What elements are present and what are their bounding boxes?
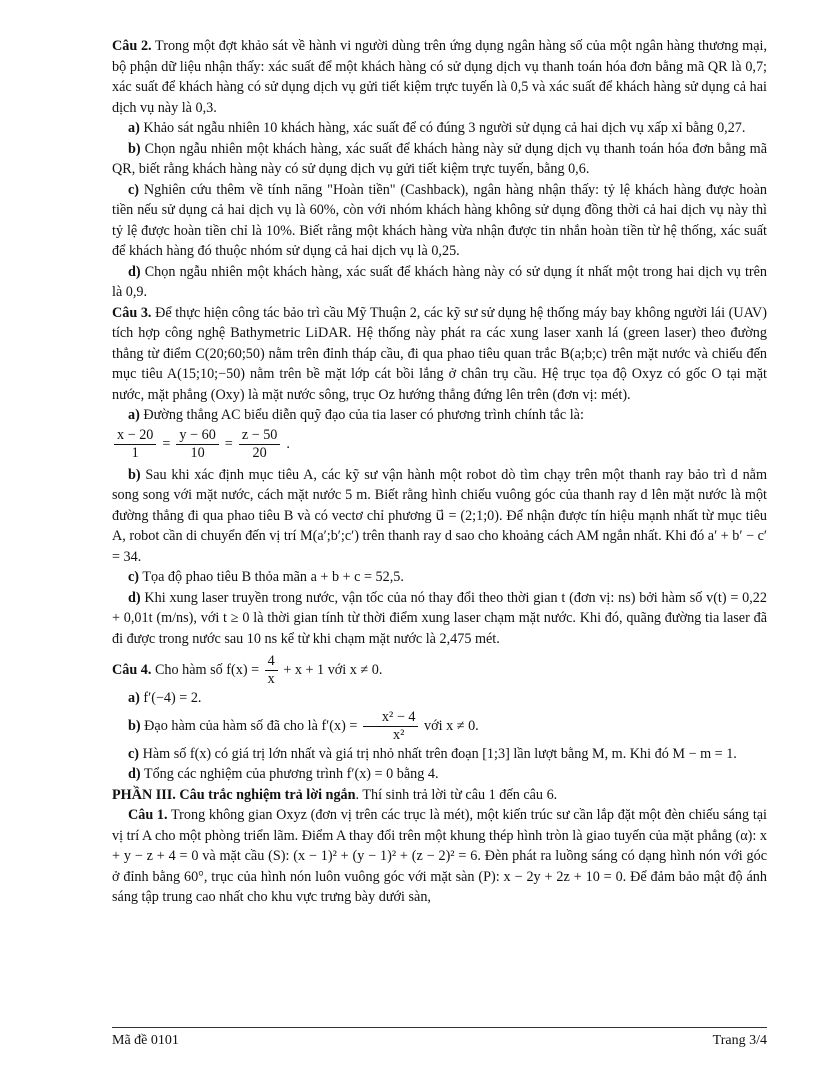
q3-label: Câu 3. [112,304,152,321]
q3-a: a) Đường thẳng AC biểu diễn quỹ đạo của tia laser có phương trình chính tắc là: [128,407,584,423]
q4-label: Câu 4. [112,661,152,678]
q4-b: b) Đạo hàm của hàm số đã cho là f′(x) = $\frac{\text{x² − 4}}{\text{x²}}$ với x ≠ 0. [128,708,479,743]
fraction-4-over-x: $\frac{4}{x}$ [265,653,278,688]
fraction-y: $\frac{y - 60}{10}$ [176,427,218,462]
part3-heading: PHẦN III. Câu trắc nghiệm trả lời ngắn. Thí sinh trả lời từ câu 1 đến câu 6. [112,786,558,803]
q4-d: d) Tổng các nghiệm của phương trình f′(x) = 0 bằng 4. [128,766,439,782]
q2-b: b) Chọn ngẫu nhiên một khách hàng, xác suất để khách hàng này sử dụng dịch vụ thanh toán hóa đơn bằng mã QR, biết rằng khách hàng này có sử dụng dịch vụ gửi tiết kiệm trực tuyến, bằng 0,6. [112,140,767,177]
q3-b: b) Sau khi xác định mục tiêu A, các kỹ sư vận hành một robot dò tìm chạy trên một thanh ray bảo trì d nằm song song với mặt nước, cách mặt nước 5 m. Biết rằng hình chiếu vuông góc của thanh ray d lên mặt nước là một đường thẳng đi qua phao tiêu B và có vectơ chỉ phương u⃗ = (2;1;0). Để nhận được tín hiệu mạnh nhất từ mục tiêu A, robot cần di chuyển đến vị trí M(a′;b′;c′) trên thanh ray d sao cho khoảng cách AM ngắn nhất. Khi đó a′ + b′ − c′ = 34. [112,466,767,565]
fraction-x: $\frac{x - 20}{1}$ [114,427,156,462]
q2-a: a) Khảo sát ngẫu nhiên 10 khách hàng, xác suất để có đúng 3 người sử dụng cả hai dịch vụ xấp xỉ bằng 0,27. [128,120,746,136]
q3-d: d) Khi xung laser truyền trong nước, vận tốc của nó thay đổi theo thời gian t (đơn vị: ns) bởi hàm số v(t) = 0,22 + 0,01t (m/ns), với t ≥ 0 là thời gian tính từ thời điểm xung laser chạm mặt nước. Khi đó, quãng đường tia laser đã đi được trong nước sau 10 ns kể từ khi chạm mặt nước là 2,475 mét. [112,589,767,647]
q2-c: c) Nghiên cứu thêm về tính năng "Hoàn tiền" (Cashback), ngân hàng nhận thấy: tỷ lệ khách hàng được hoàn tiền nếu sử dụng cả hai dịch vụ là 60%, còn với nhóm khách hàng không sử dụng đồng thời cả hai dịch vụ này thì tỷ lệ được hoàn tiền chỉ là 10%. Biết rằng một khách hàng vừa nhận được tin nhắn hoàn tiền từ hệ thống, xác suất để khách hàng đó thuộc nhóm sử dụng cả hai dịch vụ là 0,25. [112,181,767,259]
q2-label: Câu 2. [112,38,152,54]
footer-divider [112,1027,767,1028]
q4-c: c) Hàm số f(x) có giá trị lớn nhất và giá trị nhỏ nhất trên đoạn [1;3] lần lượt bằng M, m. Khi đó M − m = 1. [128,745,737,762]
fraction-z: $\frac{z - 50}{20}$ [239,427,281,462]
fraction-derivative: $\frac{\text{x² − 4}}{\text{x²}}$ [363,709,419,744]
q4-intro: Câu 4. Cho hàm số f(x) = $\frac{4}{x}$ + x + 1 với x ≠ 0. [112,653,383,687]
p3-q1: Câu 1. Trong không gian Oxyz (đơn vị trên các trục là mét), một kiến trúc sư cần lắp đặt một đèn chiếu sáng tại vị trí A cho một phòng triển lãm. Điểm A thay đổi trên một khung thép hình tròn là giao tuyến của mặt phẳng (α): x + y − z + 4 = 0 và mặt cầu (S): (x − 1)² + (y − 1)² + (z − 2)² = 6. Đèn phát ra luồng sáng có dạng hình nón với góc ở đỉnh bằng 60°, trục của hình nón luôn vuông góc với mặt sàn (P): x − 2y + 2z + 10 = 0. Để đảm bảo mật độ ánh sáng tập trung cao nhất cho khu vực trưng bày dưới sàn, [112,807,767,905]
q2-intro: Câu 2. Trong một đợt khảo sát về hành vi người dùng trên ứng dụng ngân hàng số của một ngân hàng thương mại, bộ phận dữ liệu nhận thấy: xác suất để một khách hàng có sử dụng dịch vụ thanh toán hóa đơn bằng mã QR là 0,7; xác suất để khách hàng có sử dụng dịch vụ gửi tiết kiệm trực tuyến là 0,5 và xác suất để khách hàng sử dụng cả hai dịch vụ này là 0,3. [112,38,767,116]
q3-intro: Câu 3. Để thực hiện công tác bảo trì cầu Mỹ Thuận 2, các kỹ sư sử dụng hệ thống máy bay không người lái (UAV) tích hợp công nghệ Bathymetric LiDAR. Hệ thống này phát ra các xung laser xanh lá (green laser) theo đường thẳng từ điểm C(20;60;50) nằm trên đỉnh tháp cầu, đi qua phao tiêu quan trắc B(a;b;c) trên mặt nước và chiếu đến mục tiêu A(15;10;−50) nằm trên bề mặt lớp cát bồi lắng ở chân trụ cầu. Hệ trục tọa độ Oxyz có gốc O tại mặt nước, mặt phẳng (Oxy) là mặt nước sông, trục Oz hướng thẳng đứng lên trên (đơn vị: mét). [112,304,768,403]
q3-c: c) Tọa độ phao tiêu B thỏa mãn a + b + c = 52,5. [128,569,404,585]
page-number: Trang 3/4 [712,1033,767,1048]
q3-a-equation: $\frac{x - 20}{1}$ = $\frac{y - 60}{10}$ = $\frac{z - 50}{20}$ . [112,427,767,462]
q4-a: a) f′(−4) = 2. [128,690,202,706]
p3-q1-label: Câu 1. [128,807,168,823]
document-body [112,36,767,908]
q2-d: d) Chọn ngẫu nhiên một khách hàng, xác suất để khách hàng này có sử dụng ít nhất một trong hai dịch vụ trên là 0,9. [112,263,767,300]
exam-code: Mã đề 0101 [112,1033,179,1048]
